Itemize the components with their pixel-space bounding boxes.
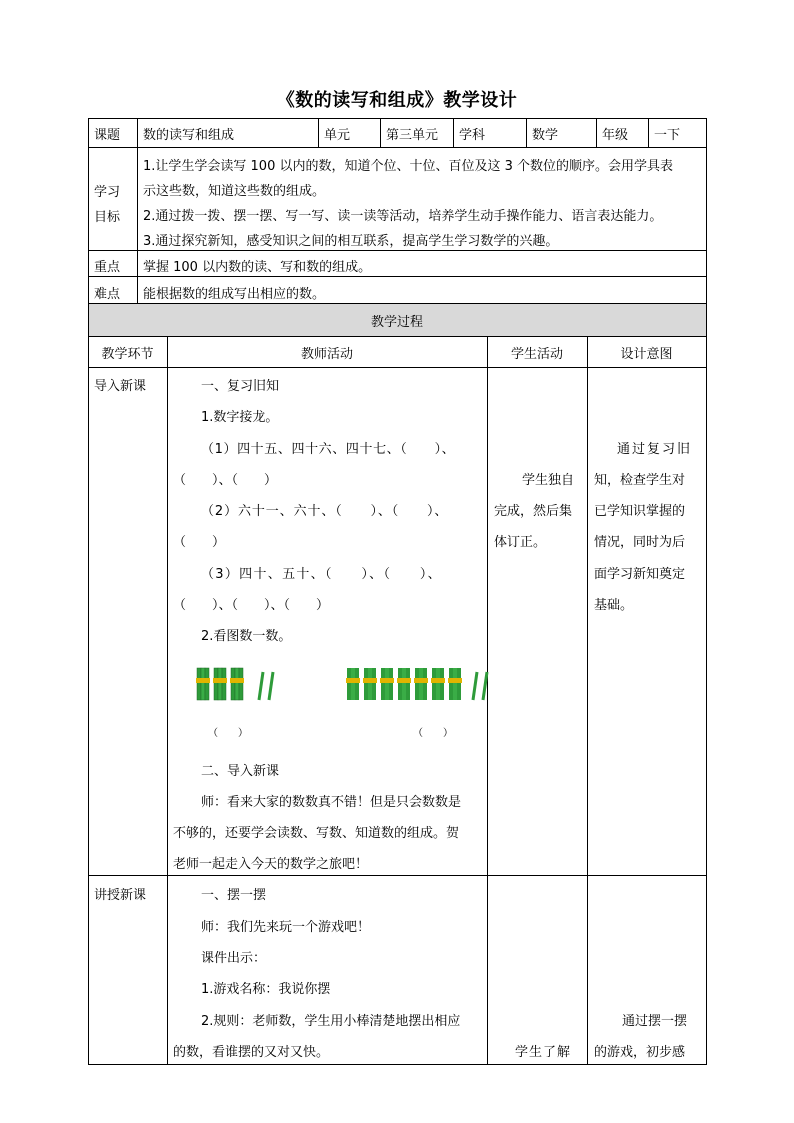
goal-line: 示这些数，知道这些数的组成。: [143, 184, 326, 199]
single-stick-icon: [259, 672, 273, 700]
bundle-group-right: [346, 668, 487, 700]
student-line: 学生了解: [515, 1045, 572, 1060]
teacher-line: 的数，看谁摆的又对又快。: [173, 1045, 330, 1060]
stick-bundle-icon: [196, 668, 210, 700]
stick-bundle-icon: [448, 668, 462, 700]
intent-line: 通过复习旧: [617, 442, 693, 457]
stick-bundles-image: [195, 664, 495, 714]
unit-label: 单元: [324, 128, 351, 143]
teacher-line: 师：看来大家的数数真不错！但是只会数数是: [201, 795, 462, 810]
process-header: 教学过程: [370, 315, 423, 330]
teacher-line: 二、导入新课: [201, 764, 280, 779]
subject-label: 学科: [459, 128, 486, 143]
course-value: 数的读写和组成: [143, 128, 235, 143]
teacher-line: 2.规则：老师数，学生用小棒清楚地摆出相应: [201, 1014, 461, 1029]
stick-bundle-icon: [213, 668, 227, 700]
intent-line: 通过摆一摆: [622, 1014, 688, 1029]
teacher-line: （ ）、（ ）、（ ）: [173, 598, 330, 613]
intent-line: 情况，同时为后: [594, 535, 686, 550]
col-intent: 设计意图: [620, 347, 673, 362]
teacher-line: 课件出示：: [201, 951, 267, 966]
teacher-line: （ ）、（ ）: [173, 473, 278, 488]
teacher-line: 老师一起走入今天的数学之旅吧！: [173, 857, 369, 872]
teacher-line: 一、复习旧知: [201, 379, 280, 394]
stick-bundle-icon: [414, 668, 428, 700]
col-student: 学生活动: [510, 347, 563, 362]
stick-bundle-icon: [230, 668, 244, 700]
intent-line: 已学知识掌握的: [594, 504, 686, 519]
key-point-value: 掌握 100 以内数的读、写和数的组成。: [143, 260, 372, 275]
stick-bundle-icon: [363, 668, 377, 700]
student-line: 学生独自: [522, 473, 575, 488]
stage-teaching: 讲授新课: [94, 888, 147, 903]
bundle-group-left: [196, 668, 273, 700]
teacher-line: （1）四十五、四十六、四十七、（ ）、: [201, 442, 456, 457]
difficulty-value: 能根据数的组成写出相应的数。: [143, 287, 326, 302]
stick-bundle-icon: [380, 668, 394, 700]
teacher-line: （3）四十、五十、（ ）、（ ）、: [201, 567, 442, 582]
stick-bundle-icon: [346, 668, 360, 700]
page-title: 《数的读写和组成》教学设计: [276, 90, 518, 111]
unit-value: 第三单元: [386, 128, 439, 143]
intent-line: 基础。: [594, 598, 634, 613]
goals-label-line2: 目标: [94, 210, 121, 225]
single-stick-icon: [473, 672, 487, 700]
grade-label: 年级: [602, 128, 629, 143]
intent-line: 面学习新知奠定: [594, 567, 686, 582]
stick-bundle-icon: [397, 668, 411, 700]
col-stage: 教学环节: [101, 347, 154, 362]
teacher-line: 2.看图数一数。: [201, 629, 292, 644]
stick-bundle-icon: [431, 668, 445, 700]
goal-line: 3.通过探究新知，感受知识之间的相互联系，提高学生学习数学的兴趣。: [143, 234, 559, 249]
student-line: 体订正。: [494, 535, 547, 550]
course-label: 课题: [94, 128, 121, 143]
teacher-line: （2）六十一、六十、（ ）、（ ）、: [201, 504, 449, 519]
goal-line: 1.让学生学会读写 100 以内的数，知道个位、十位、百位及这 3 个数位的顺序。会用学具表: [143, 159, 674, 174]
teacher-line: 一、摆一摆: [201, 888, 267, 903]
teacher-line: 不够的，还要学会读数、写数、知道数的组成。贺: [173, 826, 460, 841]
stage-intro: 导入新课: [94, 379, 147, 394]
teacher-line: 1.游戏名称：我说你摆: [201, 982, 331, 997]
intent-line: 的游戏，初步感: [594, 1045, 686, 1060]
col-teacher: 教师活动: [300, 347, 353, 362]
grade-value: 一下: [654, 128, 681, 143]
student-line: 完成，然后集: [494, 504, 573, 519]
goals-label-line1: 学习: [94, 185, 121, 200]
goal-line: 2.通过拨一拨、摆一摆、写一写、读一读等活动，培养学生动手操作能力、语言表达能力。: [143, 209, 663, 224]
intent-line: 知，检查学生对: [594, 473, 686, 488]
subject-value: 数学: [532, 128, 559, 143]
count-blank-left: （ ）: [208, 728, 248, 739]
teacher-line: 1.数字接龙。: [201, 410, 279, 425]
count-blank-right: （ ）: [413, 728, 453, 739]
teacher-line: 师：我们先来玩一个游戏吧！: [201, 920, 371, 935]
key-point-label: 重点: [94, 260, 121, 275]
difficulty-label: 难点: [94, 287, 121, 302]
teacher-line: （ ）: [173, 535, 226, 550]
